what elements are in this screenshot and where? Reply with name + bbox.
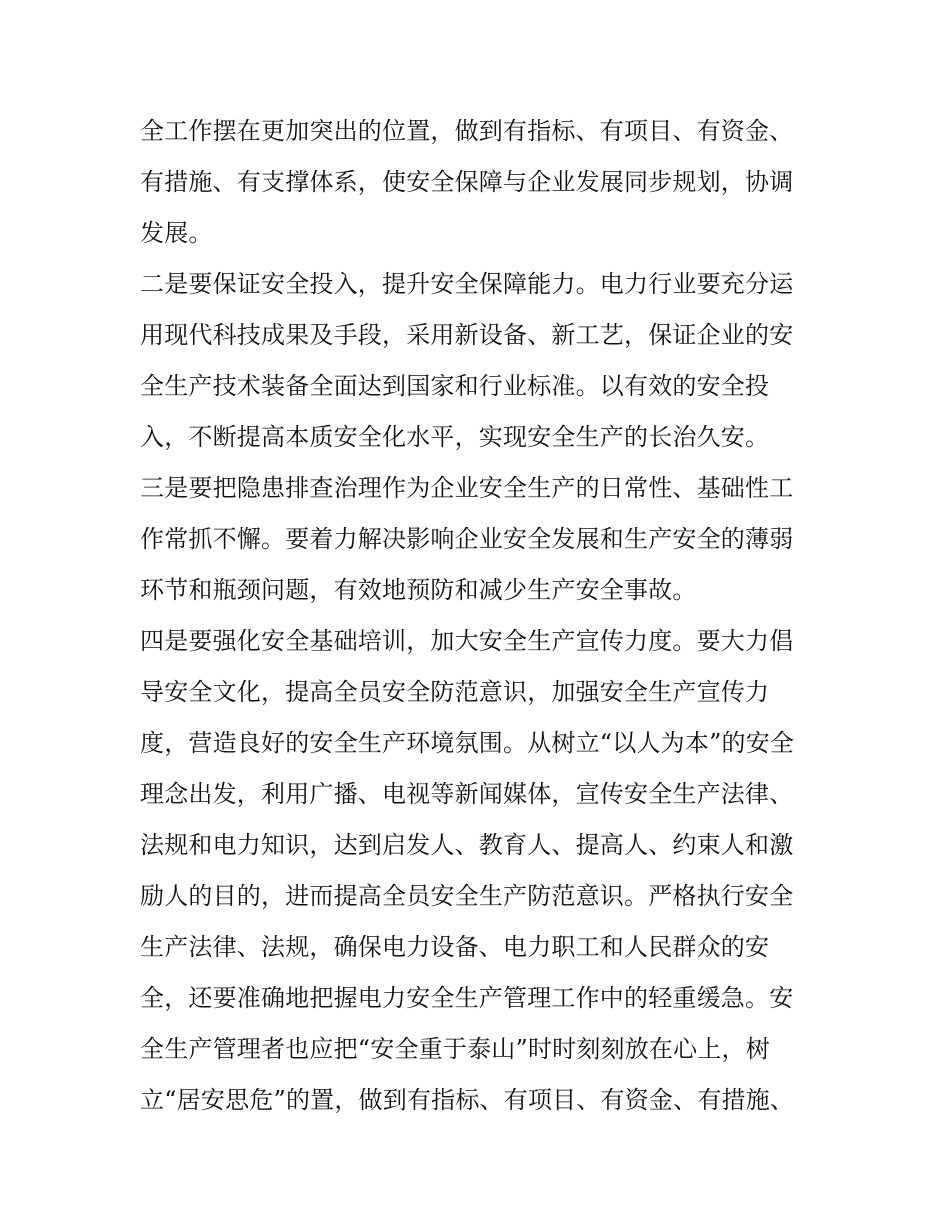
text-line: 作常抓不懈。要着力解决影响企业安全发展和生产安全的薄弱	[140, 525, 794, 553]
text-line: 三是要把隐患排查治理作为企业安全生产的日常性、基础性工	[140, 474, 794, 502]
text-line: 四是要强化安全基础培训，加大安全生产宣传力度。要大力倡	[140, 627, 794, 655]
text-line: 有措施、有支撑体系，使安全保障与企业发展同步规划，协调	[140, 168, 794, 196]
text-line: 全生产技术装备全面达到国家和行业标准。以有效的安全投	[140, 372, 770, 400]
text-line: 立“居安思危”的置，做到有指标、有项目、有资金、有措施、	[140, 1086, 795, 1114]
text-line: 全工作摆在更加突出的位置，做到有指标、有项目、有资金、	[140, 117, 794, 145]
text-line: 用现代科技成果及手段，采用新设备、新工艺，保证企业的安	[140, 321, 794, 349]
text-line: 全，还要准确地把握电力安全生产管理工作中的轻重缓急。安	[140, 984, 794, 1012]
text-line: 理念出发，利用广播、电视等新闻媒体，宣传安全生产法律、	[140, 780, 794, 808]
text-line: 入，不断提高本质安全化水平，实现安全生产的长治久安。	[140, 423, 770, 451]
text-line: 度，营造良好的安全生产环境氛围。从树立“以人为本”的安全	[140, 729, 795, 757]
body-text	[140, 106, 820, 1126]
text-line: 发展。	[140, 219, 213, 247]
text-line: 导安全文化，提高全员安全防范意识，加强安全生产宣传力	[140, 678, 770, 706]
text-line: 励人的目的，进而提高全员安全生产防范意识。严格执行安全	[140, 882, 794, 910]
text-line: 法规和电力知识，达到启发人、教育人、提高人、约束人和激	[140, 831, 794, 859]
text-line: 全生产管理者也应把“安全重于泰山”时时刻刻放在心上，树	[140, 1035, 770, 1063]
text-line: 生产法律、法规，确保电力设备、电力职工和人民群众的安	[140, 933, 770, 961]
text-line: 二是要保证安全投入，提升安全保障能力。电力行业要充分运	[140, 270, 794, 298]
text-line: 环节和瓶颈问题，有效地预防和减少生产安全事故。	[140, 576, 697, 604]
